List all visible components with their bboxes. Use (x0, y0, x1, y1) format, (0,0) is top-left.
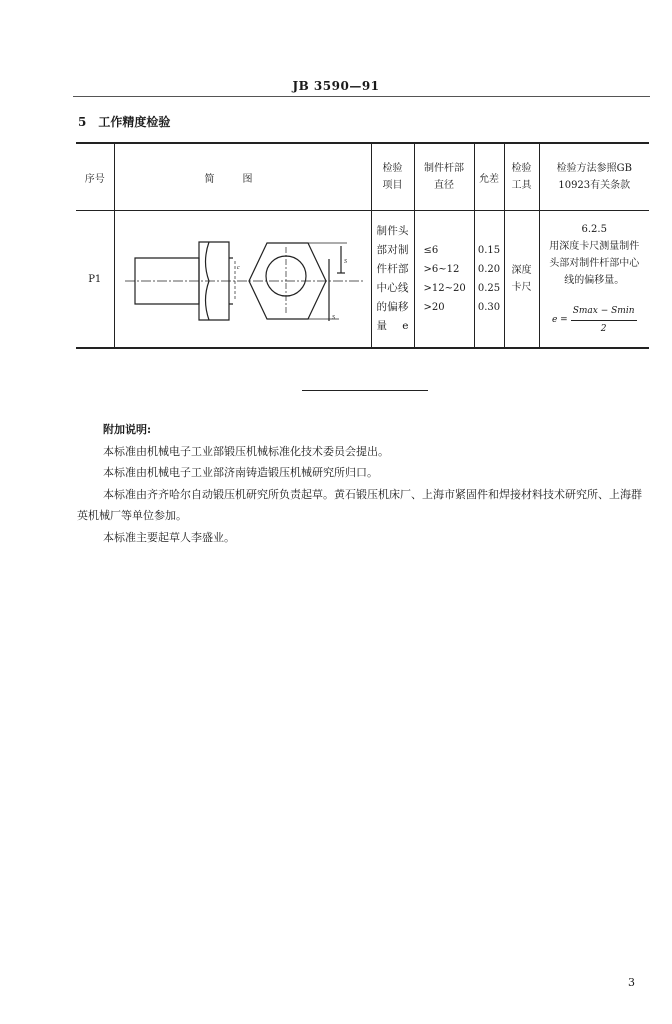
additional-notes (77, 419, 652, 548)
table-header-row (76, 143, 649, 211)
end-of-standard-rule (302, 390, 428, 391)
row-tool: 深度卡尺 (504, 211, 539, 349)
rod-dia-range: >12~20 (423, 283, 466, 294)
standard-code: JB 3590—91 (292, 79, 380, 93)
row-method (539, 211, 649, 349)
bolt-diagram (114, 211, 371, 349)
notes-line: 本标准由齐齐哈尔自动锻压机研究所负责起草。黄石锻压机床厂、上海市紧固件和焊接材料技术研究所、上海群英机械厂等单位参加。 (77, 487, 642, 522)
offset-formula: e = $\frac{Smax - Smin}{2}$ (546, 303, 644, 338)
svg-text:S: S (343, 259, 347, 265)
svg-text:S: S (331, 315, 335, 321)
header-tolerance: 允差 (474, 143, 504, 211)
tolerance-value: 0.25 (477, 283, 501, 294)
method-text: 用深度卡尺测量制件头部对制件杆部中心线的偏移量。 (549, 240, 640, 286)
tolerance-value: 0.15 (477, 245, 501, 256)
tolerance-value: 0.30 (477, 302, 501, 313)
accuracy-inspection-table (76, 142, 649, 349)
header-tool: 检验工具 (504, 143, 539, 211)
table-row (76, 211, 649, 349)
rod-dia-range: ≤6 (423, 245, 439, 256)
section-number: 5 (78, 115, 87, 129)
method-clause: 6.2.5 (581, 223, 607, 235)
header-item: 检验项目 (371, 143, 414, 211)
row-seq: P1 (76, 211, 114, 349)
header-seq: 序号 (76, 143, 114, 211)
row-tolerance (474, 211, 504, 349)
header-method: 检验方法参照GB 10923有关条款 (539, 143, 649, 211)
header-rule (73, 96, 650, 97)
page-number: 3 (628, 976, 635, 989)
header-rod-diameter: 制件杆部直径 (414, 143, 474, 211)
header-diagram: 简图 (114, 143, 371, 211)
rod-dia-range: >20 (423, 302, 445, 313)
bolt-head-offset-drawing (115, 211, 372, 344)
notes-line: 本标准主要起草人李盛业。 (103, 530, 235, 544)
section-title: 工作精度检验 (98, 115, 171, 129)
tolerance-value: 0.20 (477, 264, 501, 275)
notes-title: 附加说明: (103, 423, 152, 436)
row-item: 制件头部对制件杆部中心线的偏移量e (371, 211, 414, 349)
svg-text:c: c (236, 265, 240, 271)
section-heading (78, 113, 170, 130)
rod-dia-range: >6~12 (423, 264, 460, 275)
notes-line: 本标准由机械电子工业部锻压机械标准化技术委员会提出。 (103, 444, 389, 458)
notes-line: 本标准由机械电子工业部济南铸造锻压机械研究所归口。 (103, 466, 378, 479)
row-rod-diameter (414, 211, 474, 349)
